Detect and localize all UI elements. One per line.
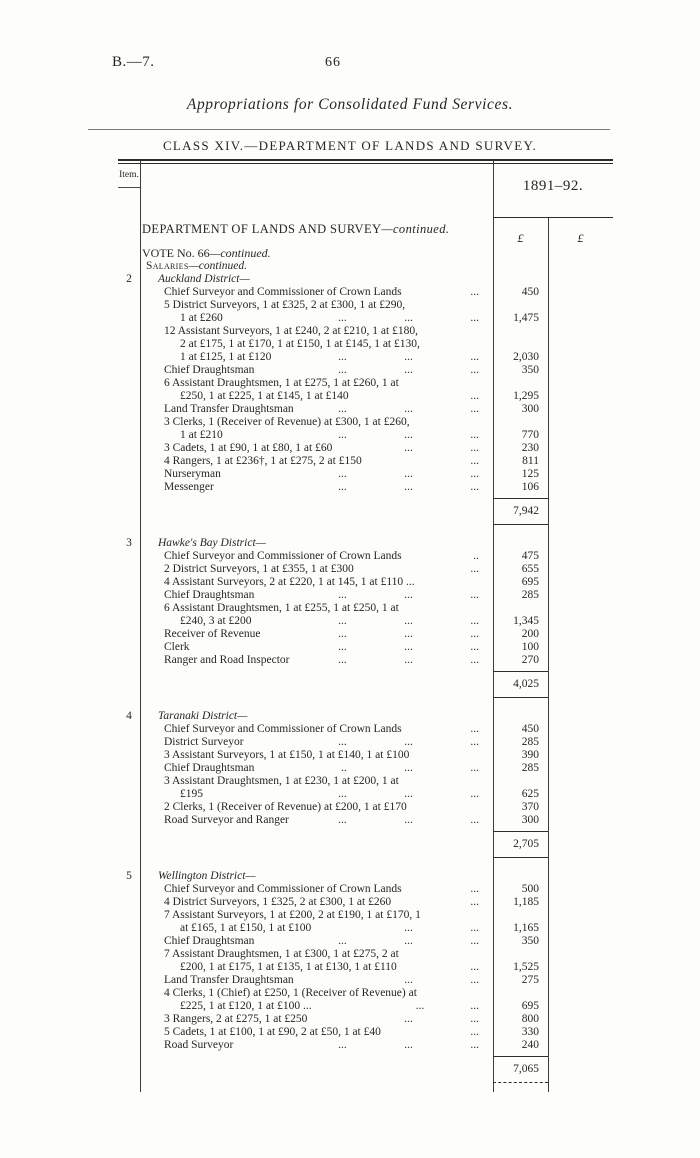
amount-1891-92: 200 xyxy=(521,628,539,640)
dot-leader: ... ... ... xyxy=(338,654,479,666)
dot-leader: ... xyxy=(470,455,479,467)
section-heading: VOTE No. 66 —continued. xyxy=(142,247,271,260)
salary-line: 12 Assistant Surveyors, 1 at £240, 2 at £210, 1 at £180, xyxy=(164,325,418,337)
dot-leader: ... ... ... xyxy=(338,403,479,415)
dot-leader: ... ... ... xyxy=(338,468,479,480)
table-row xyxy=(118,273,613,286)
table-row xyxy=(118,312,613,325)
horizontal-rule xyxy=(88,129,610,130)
table-row xyxy=(118,338,613,351)
amount-1891-92: 811 xyxy=(522,455,539,467)
item-number: 5 xyxy=(126,870,132,882)
salary-line: Nurseryman ... ... ... xyxy=(164,468,479,480)
amount-1891-92: 1,525 xyxy=(513,961,539,973)
dot-leader: ... ... ... xyxy=(338,628,479,640)
table-row xyxy=(118,736,613,749)
amount-1891-92: 330 xyxy=(521,1026,539,1038)
table-row xyxy=(118,1026,613,1039)
dot-leader: ... ... xyxy=(415,1000,479,1012)
table-row xyxy=(118,788,613,801)
salary-line: Receiver of Revenue ... ... ... xyxy=(164,628,479,640)
salary-line: 3 Clerks, 1 (Receiver of Revenue) at £300, 1 at £260, xyxy=(164,416,410,428)
table-row xyxy=(118,416,613,429)
table-row xyxy=(118,667,613,698)
salary-line: £250, 1 at £225, 1 at £145, 1 at £140 ... xyxy=(180,390,479,402)
table-row xyxy=(118,403,613,416)
amount-1891-92: 450 xyxy=(521,723,539,735)
table-row xyxy=(118,442,613,455)
salary-line: Land Transfer Draughtsman ... ... ... xyxy=(164,403,479,415)
amount-1891-92: 300 xyxy=(521,814,539,826)
table-row xyxy=(118,615,613,628)
table-row xyxy=(118,550,613,563)
amount-1891-92: 106 xyxy=(521,481,539,493)
salary-line: 2 District Surveyors, 1 at £355, 1 at £300 ... xyxy=(164,563,479,575)
amount-1891-92: 370 xyxy=(521,801,539,813)
amount-1891-92: 390 xyxy=(521,749,539,761)
amount-1891-92: 1,475 xyxy=(513,312,539,324)
district-subtotal: 7,065 xyxy=(493,1056,548,1083)
dot-leader: ... ... xyxy=(404,922,479,934)
class-heading: CLASS XIV.—DEPARTMENT OF LANDS AND SURVEY. xyxy=(162,138,538,153)
table-row xyxy=(118,922,613,935)
row-gap xyxy=(118,858,613,870)
dot-leader: ... xyxy=(470,286,479,298)
table-row xyxy=(118,775,613,788)
table-row xyxy=(118,364,613,377)
table-row xyxy=(118,961,613,974)
table-row xyxy=(118,762,613,775)
dot-leader: ... xyxy=(470,1026,479,1038)
table-row xyxy=(118,896,613,909)
salary-line: 5 District Surveyors, 1 at £325, 2 at £300, 1 at £290, xyxy=(164,299,406,311)
district-name: Auckland District— xyxy=(158,273,250,285)
salary-line: £225, 1 at £120, 1 at £100 ... ... ... xyxy=(180,1000,479,1012)
dot-leader: ... ... xyxy=(404,442,479,454)
table-row xyxy=(118,576,613,589)
amount-1891-92: 1,165 xyxy=(513,922,539,934)
district-name: Hawke's Bay District— xyxy=(158,537,266,549)
table-row xyxy=(118,909,613,922)
section-heading: DEPARTMENT OF LANDS AND SURVEY —continued. xyxy=(142,223,450,236)
salary-line: Chief Surveyor and Commissioner of Crown Lands ... xyxy=(164,883,479,895)
page-number: 66 xyxy=(325,55,341,70)
amount-1891-92: 270 xyxy=(521,654,539,666)
salary-line: Land Transfer Draughtsman ... ... xyxy=(164,974,479,986)
year-header-rule xyxy=(493,217,613,218)
table-row xyxy=(118,494,613,525)
item-header-rule xyxy=(118,187,140,188)
salary-line: Messenger ... ... ... xyxy=(164,481,479,493)
salary-line: 1 at £260 ... ... ... xyxy=(180,312,479,324)
year-column-header: 1891–92. xyxy=(522,178,584,194)
salary-line: 6 Assistant Draughtsmen, 1 at £275, 1 at £260, 1 at xyxy=(164,377,399,389)
salary-line: 1 at £125, 1 at £120 ... ... ... xyxy=(180,351,479,363)
salary-line: 3 Assistant Surveyors, 1 at £150, 1 at £140, 1 at £100 xyxy=(164,749,410,761)
appropriations-table xyxy=(118,159,613,1094)
salary-line: Chief Draughtsman ... ... ... xyxy=(164,935,479,947)
amount-1891-92: 240 xyxy=(521,1039,539,1051)
salary-line: Ranger and Road Inspector ... ... ... xyxy=(164,654,479,666)
district-name: Wellington District— xyxy=(158,870,256,882)
pound-symbol-col1: £ xyxy=(517,231,524,245)
table-row xyxy=(118,883,613,896)
amount-1891-92: 285 xyxy=(521,762,539,774)
table-row xyxy=(118,948,613,961)
table-row xyxy=(118,377,613,390)
salary-line: 2 Clerks, 1 (Receiver of Revenue) at £200, 1 at £170 xyxy=(164,801,407,813)
table-row xyxy=(118,390,613,403)
amount-1891-92: 350 xyxy=(521,364,539,376)
dot-leader: ... xyxy=(470,896,479,908)
amount-1891-92: 500 xyxy=(521,883,539,895)
salary-line: 1 at £210 ... ... ... xyxy=(180,429,479,441)
table-row xyxy=(118,563,613,576)
table-row xyxy=(118,247,613,260)
salary-line: Chief Surveyor and Commissioner of Crown Lands .. xyxy=(164,550,479,562)
table-row xyxy=(118,481,613,494)
salary-line: 3 Rangers, 2 at £275, 1 at £250 ... ... xyxy=(164,1013,479,1025)
item-number: 4 xyxy=(126,710,132,722)
district-subtotal: 2,705 xyxy=(493,831,548,858)
dot-leader: ... ... ... xyxy=(338,1039,479,1051)
table-row xyxy=(118,223,613,247)
dot-leader: ... ... ... xyxy=(338,788,479,800)
table-row xyxy=(118,654,613,667)
amount-1891-92: 695 xyxy=(521,576,539,588)
amount-1891-92: 350 xyxy=(521,935,539,947)
salary-line: District Surveyor ... ... ... xyxy=(164,736,479,748)
salary-line: 7 Assistant Draughtsmen, 1 at £300, 1 at £275, 2 at xyxy=(164,948,399,960)
salary-line: 5 Cadets, 1 at £100, 1 at £90, 2 at £50, 1 at £40 ... xyxy=(164,1026,479,1038)
salary-line: Clerk ... ... ... xyxy=(164,641,479,653)
salary-line: Chief Draughtsman ... ... ... xyxy=(164,364,479,376)
salary-line: Chief Draughtsman ... ... ... xyxy=(164,589,479,601)
table-row xyxy=(118,260,613,273)
amount-1891-92: 1,295 xyxy=(513,390,539,402)
table-row xyxy=(118,1039,613,1052)
salary-line: £195 ... ... ... xyxy=(180,788,479,800)
dot-leader: ... ... ... xyxy=(338,589,479,601)
table-row xyxy=(118,641,613,654)
amount-1891-92: 100 xyxy=(521,641,539,653)
table-row xyxy=(118,987,613,1000)
dot-leader: ... ... ... xyxy=(338,364,479,376)
table-row xyxy=(118,537,613,550)
dot-leader: ... xyxy=(470,723,479,735)
salary-line: at £165, 1 at £150, 1 at £100 ... ... xyxy=(180,922,479,934)
dot-leader: ... ... xyxy=(404,974,479,986)
salary-line: Road Surveyor and Ranger ... ... ... xyxy=(164,814,479,826)
salary-line: 3 Cadets, 1 at £90, 1 at £80, 1 at £60 ... ... xyxy=(164,442,479,454)
dot-leader: ... ... ... xyxy=(338,814,479,826)
salary-line: 2 at £175, 1 at £170, 1 at £150, 1 at £145, 1 at £130, xyxy=(180,338,420,350)
row-gap xyxy=(118,525,613,537)
table-row xyxy=(118,749,613,762)
amount-1891-92: 2,030 xyxy=(513,351,539,363)
table-row xyxy=(118,299,613,312)
section-heading: Salaries —continued. xyxy=(146,260,248,272)
item-number: 3 xyxy=(126,537,132,549)
table-row xyxy=(118,589,613,602)
dot-leader: ... ... ... xyxy=(338,312,479,324)
amount-1891-92: 285 xyxy=(521,589,539,601)
item-column-header: Item. xyxy=(119,170,139,180)
salary-line: 4 District Surveyors, 1 £325, 2 at £300, 1 at £260 ... xyxy=(164,896,479,908)
amount-1891-92: 300 xyxy=(521,403,539,415)
amount-1891-92: 695 xyxy=(521,1000,539,1012)
amount-1891-92: 625 xyxy=(521,788,539,800)
dot-leader: ... ... ... xyxy=(338,351,479,363)
amount-1891-92: 475 xyxy=(521,550,539,562)
table-row xyxy=(118,827,613,858)
pound-symbol-col2: £ xyxy=(577,231,584,245)
salary-line: 6 Assistant Draughtsmen, 1 at £255, 1 at £250, 1 at xyxy=(164,602,399,614)
dot-leader: ... xyxy=(470,390,479,402)
table-row xyxy=(118,455,613,468)
dot-leader: ... ... xyxy=(404,1013,479,1025)
salary-line: 4 Assistant Surveyors, 2 at £220, 1 at 145, 1 at £110 ... xyxy=(164,576,415,588)
table-row xyxy=(118,1052,613,1083)
dot-leader: ... xyxy=(470,961,479,973)
dot-leader: ... xyxy=(470,883,479,895)
amount-1891-92: 230 xyxy=(521,442,539,454)
dot-leader: .. ... ... xyxy=(341,762,479,774)
table-row xyxy=(118,429,613,442)
salary-line: 4 Clerks, 1 (Chief) at £250, 1 (Receiver of Revenue) at xyxy=(164,987,417,999)
salary-line: 4 Rangers, 1 at £236†, 1 at £275, 2 at £150 ... xyxy=(164,455,479,467)
table-row xyxy=(118,935,613,948)
salary-line: £200, 1 at £175, 1 at £135, 1 at £130, 1 at £110 ... xyxy=(180,961,479,973)
amount-1891-92: 770 xyxy=(521,429,539,441)
amount-1891-92: 1,345 xyxy=(513,615,539,627)
table-row xyxy=(118,628,613,641)
table-row xyxy=(118,710,613,723)
table-row xyxy=(118,468,613,481)
dot-leader: ... ... ... xyxy=(338,935,479,947)
document-reference: B.—7. xyxy=(112,54,155,70)
row-gap xyxy=(118,698,613,710)
amount-1891-92: 275 xyxy=(521,974,539,986)
amount-1891-92: 800 xyxy=(521,1013,539,1025)
table-row xyxy=(118,351,613,364)
table-row xyxy=(118,870,613,883)
table-rows xyxy=(118,223,613,1083)
table-row xyxy=(118,325,613,338)
running-title: Appropriations for Consolidated Fund Services. xyxy=(186,96,514,113)
amount-1891-92: 450 xyxy=(521,286,539,298)
salary-line: Road Surveyor ... ... ... xyxy=(164,1039,479,1051)
amount-1891-92: 655 xyxy=(521,563,539,575)
dot-leader: ... ... ... xyxy=(338,429,479,441)
salary-line: 3 Assistant Draughtsmen, 1 at £230, 1 at £200, 1 at xyxy=(164,775,399,787)
district-subtotal: 7,942 xyxy=(493,498,548,525)
table-row xyxy=(118,974,613,987)
dot-leader: .. xyxy=(473,550,479,562)
dot-leader: ... xyxy=(470,563,479,575)
dot-leader: ... ... ... xyxy=(338,615,479,627)
table-row xyxy=(118,723,613,736)
salary-line: Chief Draughtsman .. ... ... xyxy=(164,762,479,774)
item-number: 2 xyxy=(126,273,132,285)
table-row xyxy=(118,814,613,827)
dot-leader: ... ... ... xyxy=(338,641,479,653)
table-row xyxy=(118,1013,613,1026)
table-row xyxy=(118,602,613,615)
district-subtotal: 4,025 xyxy=(493,671,548,698)
table-row xyxy=(118,286,613,299)
table-row xyxy=(118,1000,613,1013)
dot-leader: ... ... ... xyxy=(338,736,479,748)
amount-1891-92: 285 xyxy=(521,736,539,748)
amount-1891-92: 1,185 xyxy=(513,896,539,908)
salary-line: £240, 3 at £200 ... ... ... xyxy=(180,615,479,627)
salary-line: Chief Surveyor and Commissioner of Crown Lands ... xyxy=(164,286,479,298)
table-row xyxy=(118,801,613,814)
dot-leader: ... ... ... xyxy=(338,481,479,493)
amount-1891-92: 125 xyxy=(521,468,539,480)
salary-line: Chief Surveyor and Commissioner of Crown Lands ... xyxy=(164,723,479,735)
district-name: Taranaki District— xyxy=(158,710,248,722)
salary-line: 7 Assistant Surveyors, 1 at £200, 2 at £190, 1 at £170, 1 xyxy=(164,909,421,921)
